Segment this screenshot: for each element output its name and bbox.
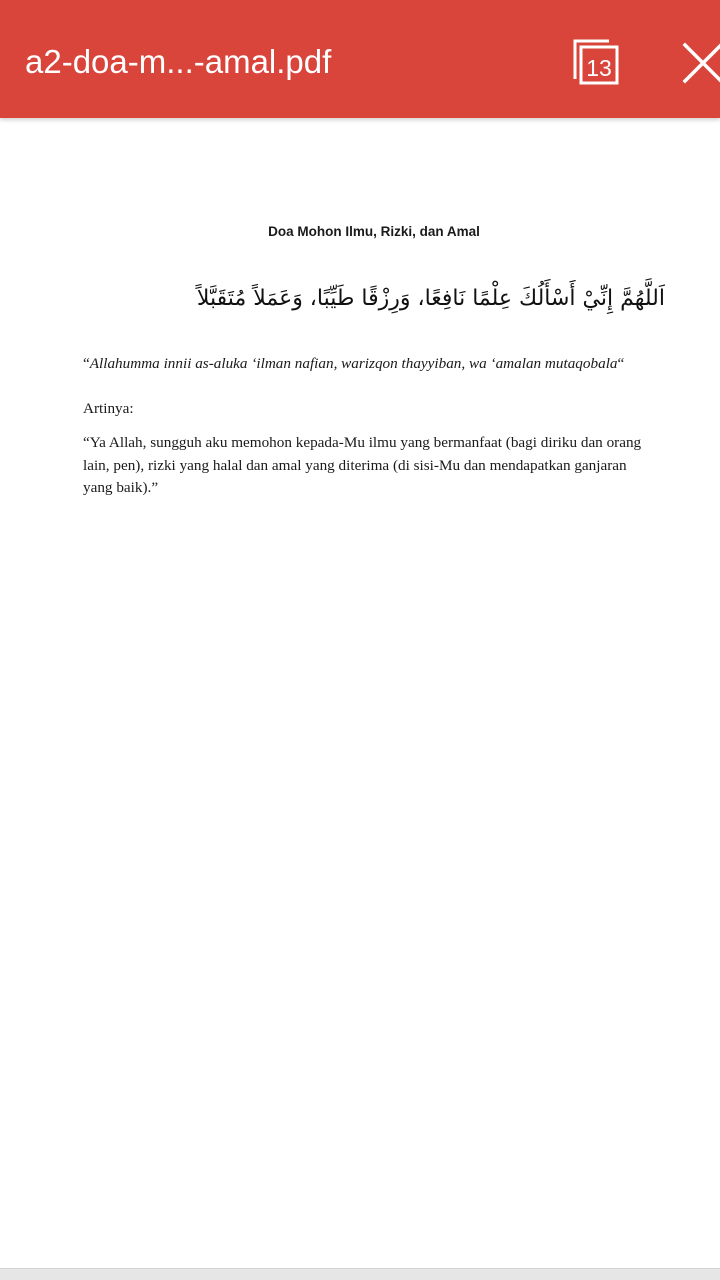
page-thumbnails-button[interactable]: [572, 38, 620, 86]
page-count: 13: [586, 55, 612, 81]
pdf-page: [0, 118, 720, 1268]
bottom-scroll-track: [0, 1268, 720, 1280]
document-heading: Doa Mohon Ilmu, Rizki, dan Amal: [268, 224, 480, 239]
close-icon: [680, 40, 720, 86]
top-toolbar: [0, 0, 720, 118]
translation-text: “Ya Allah, sungguh aku memohon kepada-Mu ilmu yang bermanfaat (bagi diriku dan orang lain, pen), rizki yang halal dan amal yang diterima (di sisi-Mu dan mendapatkan ganjaran yang baik).”: [83, 434, 642, 496]
document-viewport[interactable]: [0, 118, 720, 1268]
transliteration-text: [83, 354, 673, 374]
transliteration-body: Allahumma innii as-aluka ‘ilman nafian, warizqon thayyiban, wa ‘amalan mutaqobala: [89, 355, 618, 372]
arabic-prayer-text: اَللَّهُمَّ إِنِّيْ أَسْأَلُكَ عِلْمًا نَافِعًا، وَرِزْقًا طَيِّبًا، وَعَمَلاً مُتَقَبَّلاً: [196, 286, 665, 311]
translation-label: Artinya:: [83, 400, 134, 417]
document-title: a2-doa-m...-amal.pdf: [25, 43, 332, 80]
close-button[interactable]: [680, 40, 720, 86]
close-quote: “: [617, 355, 625, 372]
open-quote: “: [83, 355, 90, 372]
